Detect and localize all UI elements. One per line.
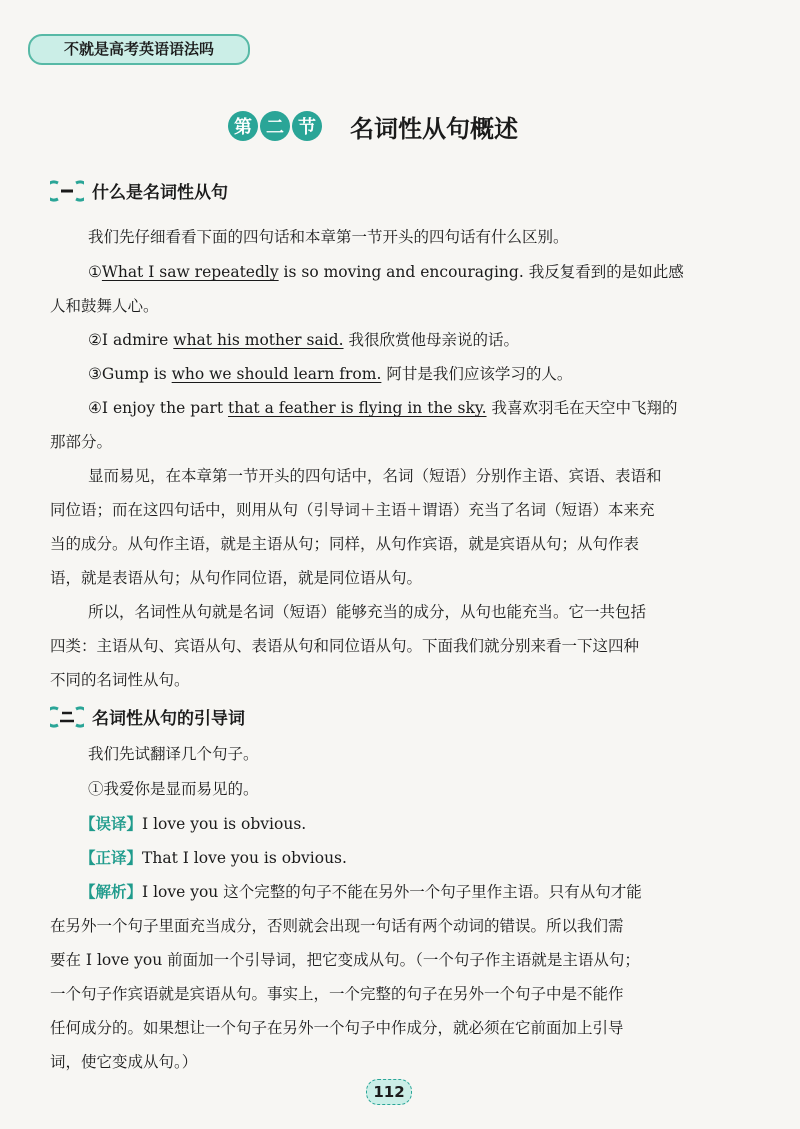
book-title-badge: 不就是高考英语语法吗 — [28, 34, 250, 65]
example-text: I admire — [101, 331, 174, 349]
underlined-clause: that a feather is flying in the sky. — [227, 399, 487, 417]
analysis-line: 一个句子作宾语就是宾语从句。事实上，一个完整的句子在另外一个句子中是不能作 — [50, 985, 624, 1003]
part1-heading-text: 什么是名词性从句 — [92, 183, 228, 203]
part2-heading-text: 名词性从句的引导词 — [92, 709, 245, 729]
example-number: ④ — [88, 399, 102, 417]
section-badge-char: 二 — [260, 111, 290, 141]
example-1 — [88, 260, 684, 282]
wrong-text: I love you is obvious. — [142, 815, 307, 833]
paragraph-line: 当的成分。从句作主语，就是主语从句；同样，从句作宾语，就是宾语从句；从句作表 — [50, 535, 640, 553]
right-text: That I love you is obvious. — [142, 849, 347, 867]
example-text: 阿甘是我们应该学习的人。 — [381, 365, 573, 383]
page-number: 112 — [366, 1079, 412, 1105]
example-1-cont: 人和鼓舞人心。 — [50, 297, 159, 315]
part2-intro: 我们先试翻译几个句子。 — [88, 745, 259, 763]
part1-intro: 我们先仔细看看下面的四句话和本章第一节开头的四句话有什么区别。 — [88, 228, 569, 246]
paragraph-line: 四类：主语从句、宾语从句、表语从句和同位语从句。下面我们就分别来看一下这四种 — [50, 637, 640, 655]
example-text: I enjoy the part — [101, 399, 228, 417]
wrong-tag: 【误译】 — [80, 815, 143, 833]
paragraph-line: 显而易见，在本章第一节开头的四句话中，名词（短语）分别作主语、宾语、表语和 — [88, 467, 662, 485]
example-text: 我很欣赏他母亲说的话。 — [343, 331, 519, 349]
section-badge-char: 第 — [228, 111, 258, 141]
section-title-text: 名词性从句概述 — [350, 114, 518, 143]
paragraph-line: 不同的名词性从句。 — [50, 671, 190, 689]
example-number: ① — [88, 263, 102, 281]
section-title — [228, 108, 518, 144]
example-text: Gump is — [101, 365, 172, 383]
analysis-line: 在另外一个句子里面充当成分，否则就会出现一句话有两个动词的错误。所以我们需 — [50, 917, 624, 935]
analysis-line: 任何成分的。如果想让一个句子在另外一个句子中作成分，就必须在它前面加上引导 — [50, 1019, 624, 1037]
analysis-line — [80, 880, 642, 902]
paragraph-line: 语，就是表语从句；从句作同位语，就是同位语从句。 — [50, 569, 423, 587]
part1-heading — [50, 178, 228, 203]
right-tag: 【正译】 — [80, 849, 143, 867]
analysis-line: 词，使它变成从句。） — [50, 1053, 198, 1071]
right-translation — [80, 846, 347, 868]
underlined-clause: What I saw repeatedly — [101, 263, 279, 281]
analysis-line: 要在 I love you 前面加一个引导词，把它变成从句。（一个句子作主语就是主语从句； — [50, 951, 640, 969]
example-2 — [88, 328, 519, 350]
example-3 — [88, 362, 572, 384]
example-number: ③ — [88, 365, 102, 383]
underlined-clause: what his mother said. — [173, 331, 344, 349]
analysis-tag: 【解析】 — [80, 883, 143, 901]
section-badge-char: 节 — [292, 111, 322, 141]
numeral-one-icon — [50, 180, 84, 202]
example-text: is so moving and encouraging. 我反复看到的是如此感 — [278, 263, 684, 281]
analysis-text: I love you 这个完整的句子不能在另外一个句子里作主语。只有从句才能 — [142, 883, 642, 901]
paragraph-line: 所以，名词性从句就是名词（短语）能够充当的成分，从句也能充当。它一共包括 — [88, 603, 647, 621]
example-number: ② — [88, 331, 102, 349]
example-4-cont: 那部分。 — [50, 433, 113, 451]
wrong-translation — [80, 812, 306, 834]
paragraph-line: 同位语；而在这四句话中，则用从句（引导词＋主语＋谓语）充当了名词（短语）本来充 — [50, 501, 655, 519]
numeral-two-icon — [50, 706, 84, 728]
example-text: 我喜欢羽毛在天空中飞翔的 — [486, 399, 678, 417]
translate-example: ①我爱你是显而易见的。 — [88, 780, 259, 798]
part2-heading — [50, 704, 245, 729]
underlined-clause: who we should learn from. — [171, 365, 382, 383]
example-4 — [88, 396, 677, 418]
